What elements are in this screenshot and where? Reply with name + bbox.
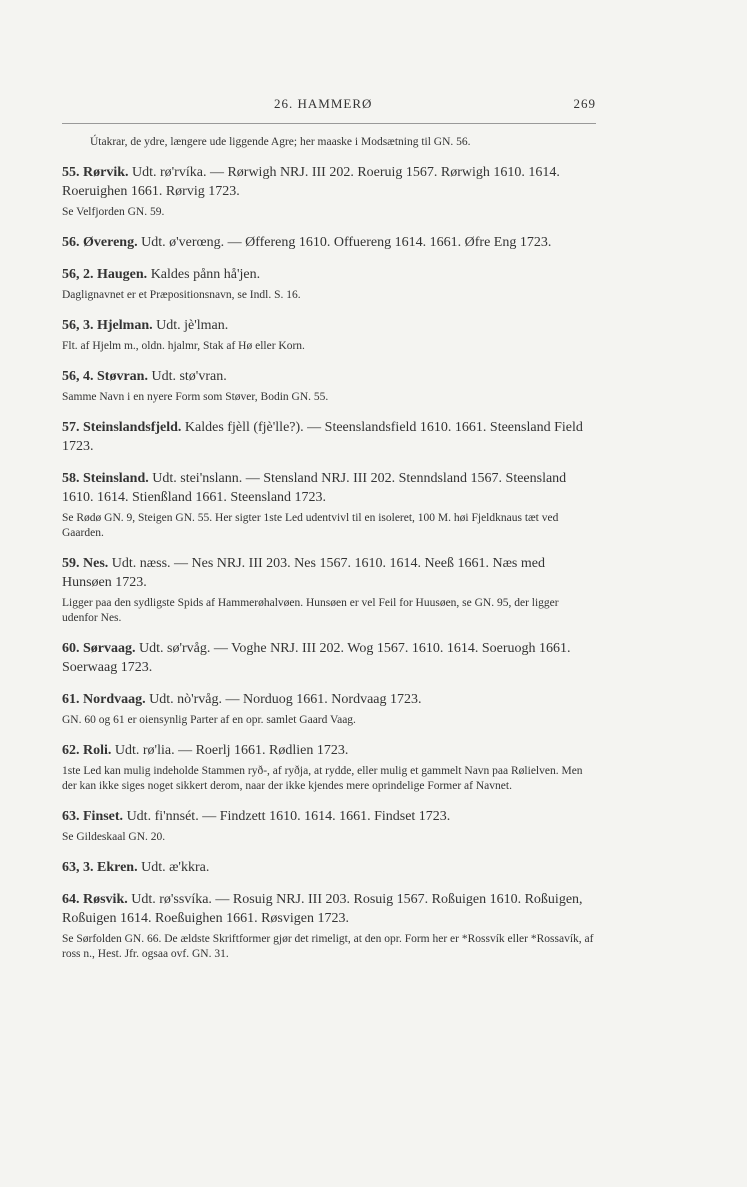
entry-number: 56, 3. <box>62 318 94 333</box>
entry-line <box>62 639 596 677</box>
entry-note: Se Gildeskaal GN. 20. <box>62 831 166 843</box>
entry-text: Udt. rø'ssvíka. — Rosuig NRJ. III 203. Rosuig 1567. Roßuigen 1610. Roßuigen, Roßuigen 1614. Roeßuighen 1661. Røsvigen 1723. <box>62 892 583 926</box>
entry-number: 56. <box>62 235 80 250</box>
entry-line <box>62 418 596 456</box>
entry-text: Udt. rø'rvíka. — Rørwigh NRJ. III 202. Roeruig 1567. Rørwigh 1610. 1614. Roeruighen 1661. Rørvig 1723. <box>62 165 560 199</box>
entry-number: 56, 4. <box>62 369 94 384</box>
entry-text: Udt. næss. — Nes NRJ. III 203. Nes 1567. 1610. 1614. Neeß 1661. Næs med Hunsøen 1723. <box>62 556 545 590</box>
entry-line <box>62 316 596 335</box>
place-entry <box>62 367 596 405</box>
place-entry <box>62 690 596 728</box>
entry-line <box>62 890 596 928</box>
place-entry <box>62 163 596 220</box>
entry-text: Kaldes pånn hå'jen. <box>150 267 261 282</box>
entry-text: Kaldes fjèll (fjè'lle?). — Steenslandsfield 1610. 1661. Steensland Field 1723. <box>62 420 583 454</box>
place-entry <box>62 554 596 626</box>
entry-text: Udt. stø'vran. <box>151 369 227 384</box>
entry-note: Se Velfjorden GN. 59. <box>62 206 165 218</box>
intro-paragraph: Útakrar, de ydre, længere ude liggende Agre; her maaske i Modsætning til GN. 56. <box>90 136 471 148</box>
entry-name: Nordvaag. <box>83 692 146 707</box>
entry-name: Steinsland. <box>83 471 149 486</box>
entry-line <box>62 163 596 201</box>
entry-number: 56, 2. <box>62 267 94 282</box>
entry-line <box>62 265 596 284</box>
entry-number: 59. <box>62 556 80 571</box>
entry-line <box>62 807 596 826</box>
place-entry <box>62 807 596 845</box>
entry-number: 57. <box>62 420 80 435</box>
place-entry <box>62 639 596 677</box>
entry-name: Roli. <box>83 743 112 758</box>
entry-number: 63. <box>62 809 80 824</box>
entry-note: Samme Navn i en nyere Form som Støver, Bodin GN. 55. <box>62 391 329 403</box>
entry-number: 58. <box>62 471 80 486</box>
entry-name: Støvran. <box>97 369 148 384</box>
entry-note: Ligger paa den sydligste Spids af Hammerøhalvøen. Hunsøen er vel Feil for Huusøen, se GN. 95, der ligger udenfor Nes. <box>62 597 559 624</box>
entry-name: Rørvik. <box>83 165 129 180</box>
entry-note: Flt. af Hjelm m., oldn. hjalmr, Stak af Hø eller Korn. <box>62 340 305 352</box>
entry-name: Hjelman. <box>97 318 153 333</box>
place-entry <box>62 316 596 354</box>
entry-note: Se Sørfolden GN. 66. De ældste Skriftformer gjør det rimeligt, at den opr. Form her er *Rossvík eller *Rossavík, af ross n., Hest. Jfr. ogsaa ovf. GN. 31. <box>62 933 594 960</box>
entry-note: 1ste Led kan mulig indeholde Stammen ryð-, af ryðja, at rydde, eller mulig et gammelt Navn paa Rølielven. Men der kan ikke siges noget sikkert derom, naar der ikke kjendes mere oprindelige Former af Navnet. <box>62 765 583 792</box>
page <box>62 96 596 962</box>
entry-text: Udt. nò'rvåg. — Norduog 1661. Nordvaag 1723. <box>149 692 422 707</box>
entry-line <box>62 367 596 386</box>
place-entry <box>62 741 596 794</box>
entry-note: GN. 60 og 61 er oiensynlig Parter af en opr. samlet Gaard Vaag. <box>62 714 356 726</box>
entry-number: 64. <box>62 892 80 907</box>
entry-list <box>62 163 596 962</box>
entry-name: Finset. <box>83 809 124 824</box>
place-entry <box>62 890 596 962</box>
entry-number: 63, 3. <box>62 860 94 875</box>
entry-name: Øvereng. <box>83 235 138 250</box>
entry-number: 61. <box>62 692 80 707</box>
entry-line <box>62 233 596 252</box>
entry-text: Udt. fi'nnsét. — Findzett 1610. 1614. 1661. Findset 1723. <box>126 809 451 824</box>
entry-line <box>62 554 596 592</box>
entry-name: Ekren. <box>97 860 138 875</box>
place-entry <box>62 469 596 541</box>
entry-line <box>62 741 596 760</box>
entry-name: Nes. <box>83 556 109 571</box>
running-header <box>62 96 596 118</box>
entry-line <box>62 469 596 507</box>
entry-name: Sørvaag. <box>83 641 136 656</box>
entry-text: Udt. ø'verœng. — Øffereng 1610. Offuereng 1614. 1661. Øfre Eng 1723. <box>141 235 552 250</box>
place-entry <box>62 858 596 877</box>
entry-line <box>62 858 596 877</box>
page-number: 269 <box>573 96 596 111</box>
entry-number: 55. <box>62 165 80 180</box>
place-entry <box>62 265 596 303</box>
entry-name: Steinslandsfjeld. <box>83 420 182 435</box>
entry-name: Haugen. <box>97 267 148 282</box>
entry-text: Udt. stei'nslann. — Stensland NRJ. III 202. Stenndsland 1567. Steensland 1610. 1614. Stienßland 1661. Steensland 1723. <box>62 471 567 505</box>
entry-note: Daglignavnet er et Præpositionsnavn, se Indl. S. 16. <box>62 289 301 301</box>
place-entry <box>62 233 596 252</box>
entry-note: Se Rødø GN. 9, Steigen GN. 55. Her sigter 1ste Led udentvivl til en isoleret, 100 M. høi Fjeldknaus tæt ved Gaarden. <box>62 512 559 539</box>
entry-line <box>62 690 596 709</box>
entry-text: Udt. æ'kkra. <box>141 860 210 875</box>
entry-number: 60. <box>62 641 80 656</box>
entry-name: Røsvik. <box>83 892 128 907</box>
running-title: 26. HAMMERØ <box>274 96 373 111</box>
entry-number: 62. <box>62 743 80 758</box>
entry-text: Udt. sø'rvåg. — Voghe NRJ. III 202. Wog 1567. 1610. 1614. Soeruogh 1661. Soerwaag 1723. <box>62 641 571 675</box>
place-entry <box>62 418 596 456</box>
entry-text: Udt. rø'lia. — Roerlj 1661. Rødlien 1723. <box>114 743 349 758</box>
entry-text: Udt. jè'lman. <box>156 318 229 333</box>
